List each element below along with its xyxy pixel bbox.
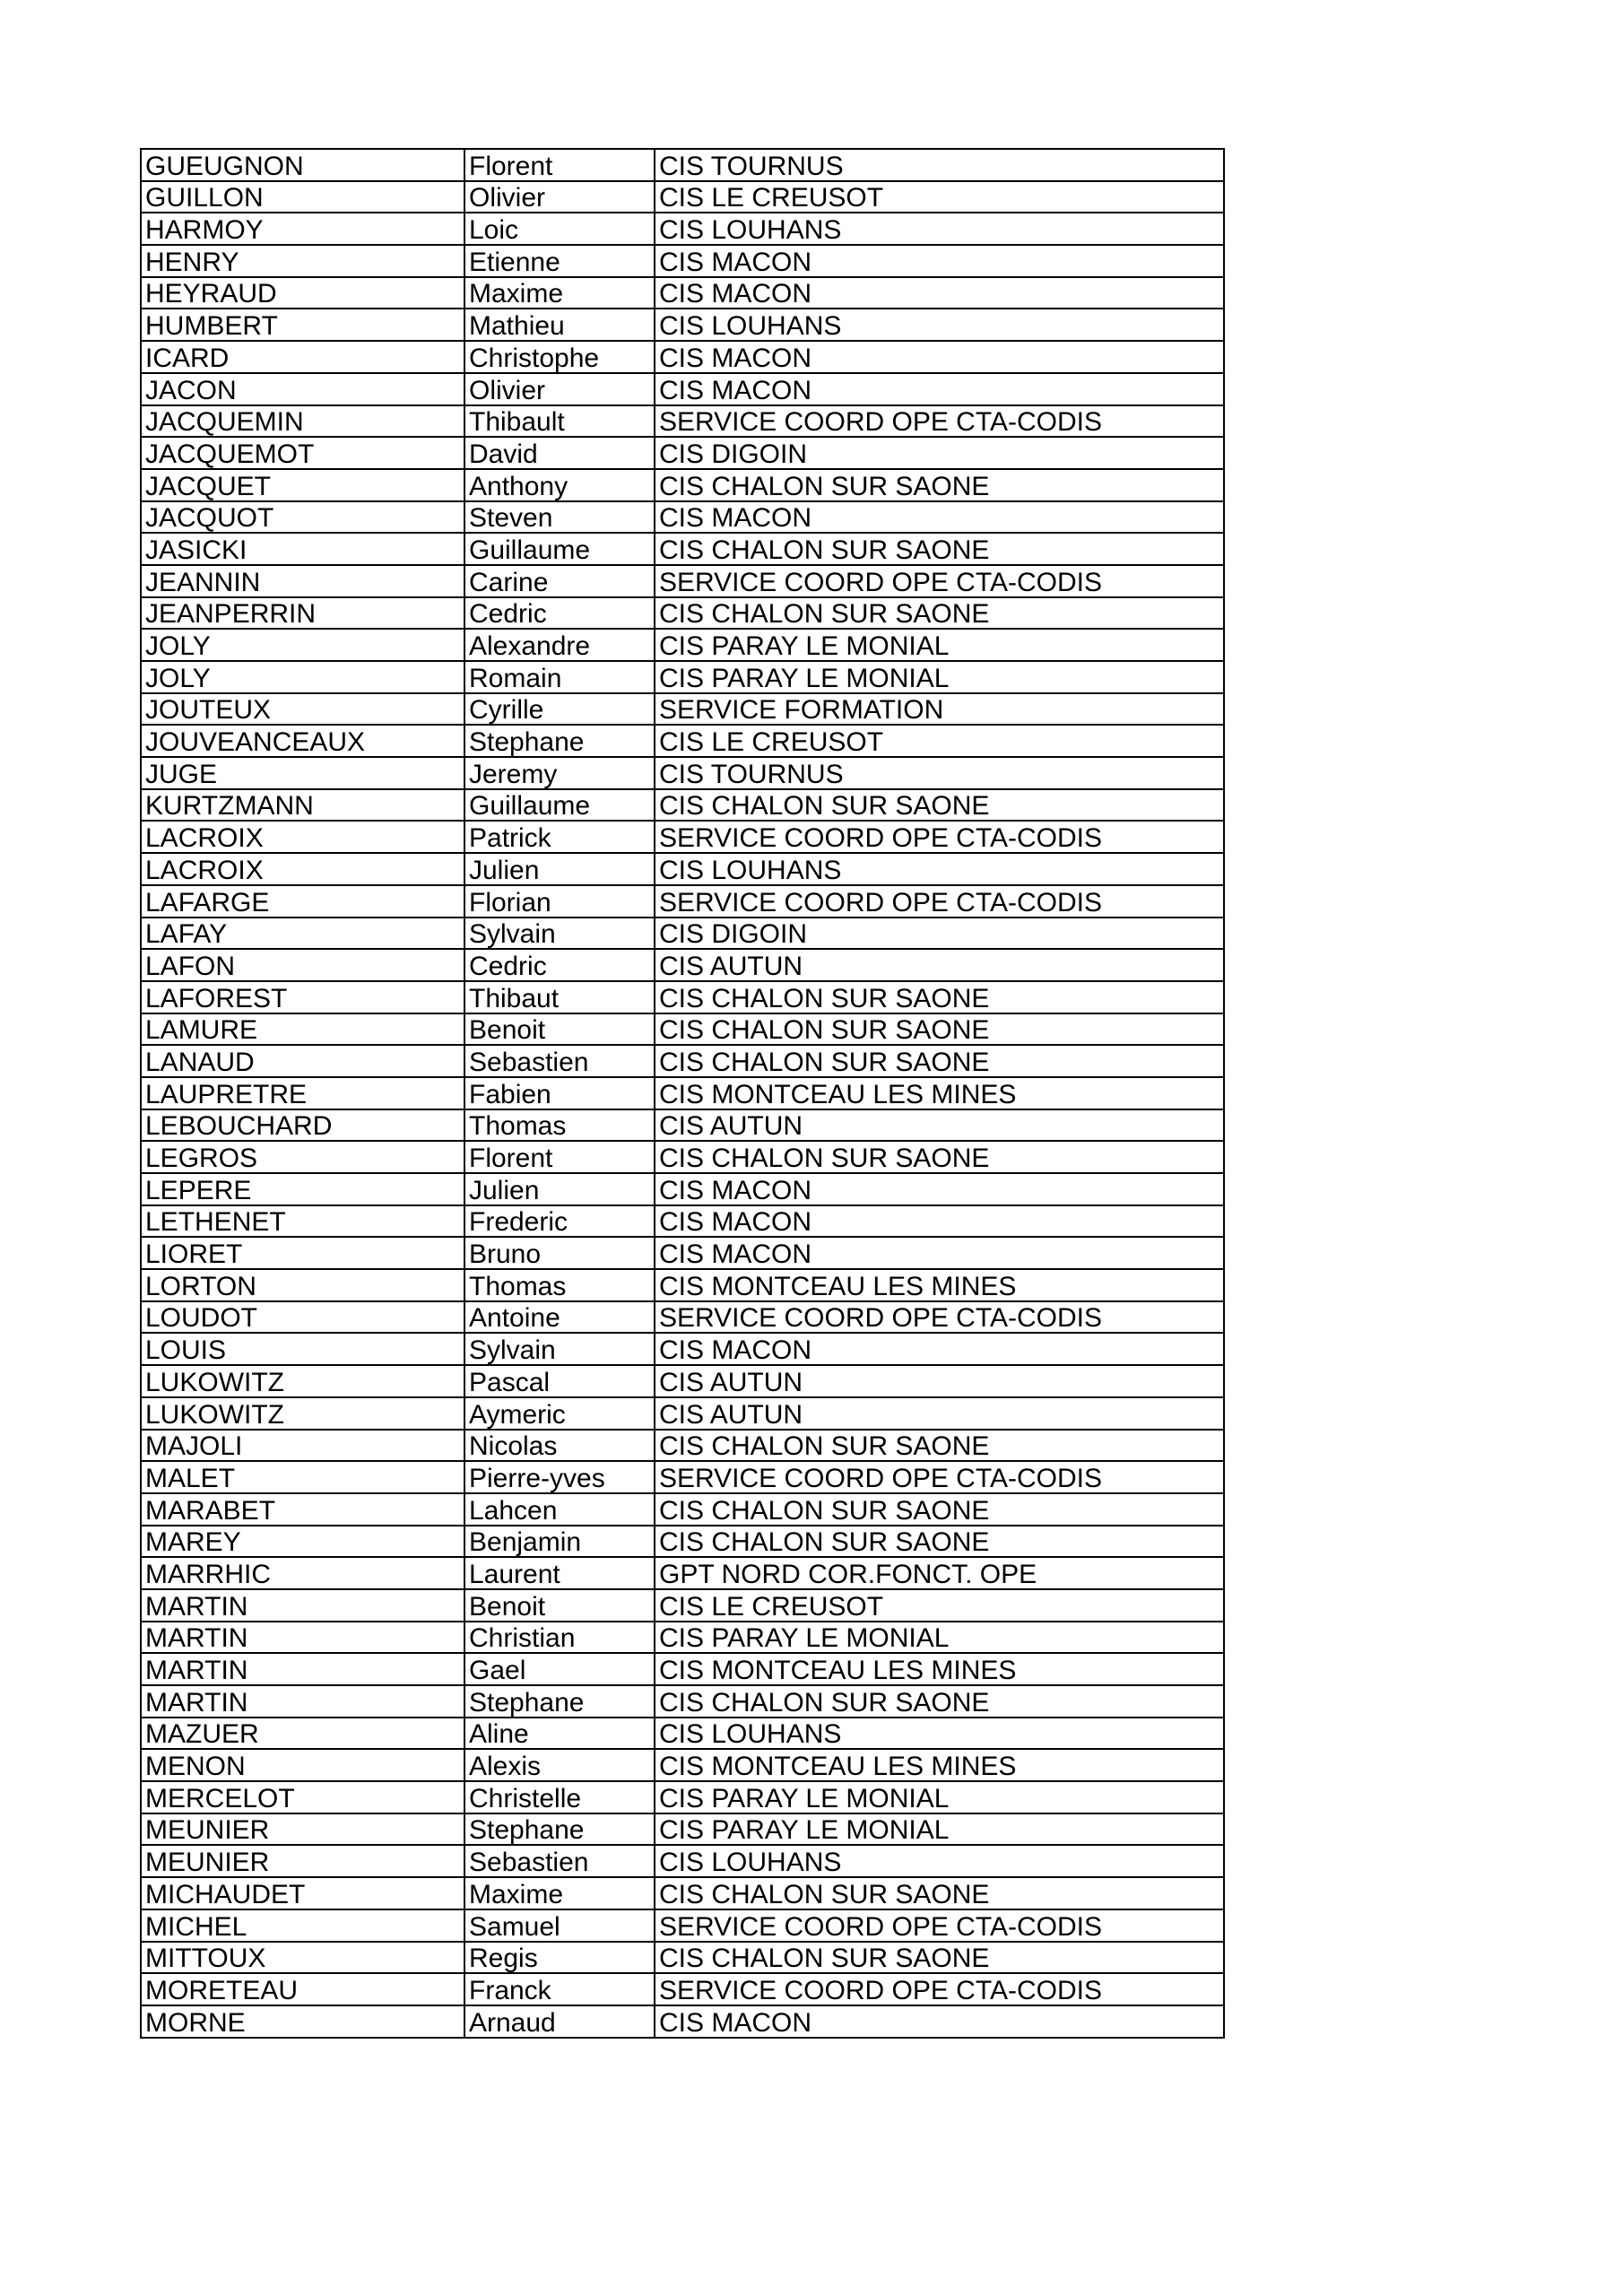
last-name-cell: LAMURE — [141, 1013, 464, 1046]
table-row — [141, 1909, 1224, 1942]
service-cell: CIS CHALON SUR SAONE — [655, 1526, 1224, 1558]
service-cell: CIS CHALON SUR SAONE — [655, 1430, 1224, 1462]
last-name-cell: LEPERE — [141, 1173, 464, 1205]
first-name-cell: Olivier — [464, 181, 655, 213]
last-name-cell: MORETEAU — [141, 1973, 464, 2005]
first-name-cell: Sylvain — [464, 1333, 655, 1365]
first-name-cell: Thibaut — [464, 981, 655, 1013]
first-name-cell: Frederic — [464, 1205, 655, 1238]
first-name-cell: Cedric — [464, 597, 655, 630]
service-cell: CIS MACON — [655, 373, 1224, 405]
service-cell: CIS TOURNUS — [655, 149, 1224, 181]
last-name-cell: HEYRAUD — [141, 277, 464, 309]
table-row — [141, 437, 1224, 469]
last-name-cell: ICARD — [141, 341, 464, 373]
table-row — [141, 1430, 1224, 1462]
table-row — [141, 1653, 1224, 1685]
service-cell: CIS LE CREUSOT — [655, 181, 1224, 213]
first-name-cell: Carine — [464, 565, 655, 597]
first-name-cell: Thomas — [464, 1109, 655, 1142]
table-row — [141, 1237, 1224, 1269]
service-cell: CIS LOUHANS — [655, 1718, 1224, 1750]
first-name-cell: Guillaume — [464, 789, 655, 822]
last-name-cell: GUEUGNON — [141, 149, 464, 181]
first-name-cell: Maxime — [464, 277, 655, 309]
service-cell: CIS CHALON SUR SAONE — [655, 789, 1224, 822]
first-name-cell: Julien — [464, 1173, 655, 1205]
table-row — [141, 373, 1224, 405]
first-name-cell: Etienne — [464, 245, 655, 277]
table-row — [141, 1942, 1224, 1974]
table-row — [141, 1269, 1224, 1301]
service-cell: CIS MACON — [655, 341, 1224, 373]
service-cell: SERVICE COORD OPE CTA-CODIS — [655, 1909, 1224, 1942]
last-name-cell: LOUDOT — [141, 1301, 464, 1334]
first-name-cell: Pascal — [464, 1365, 655, 1397]
service-cell: CIS AUTUN — [655, 949, 1224, 981]
service-cell: CIS MACON — [655, 277, 1224, 309]
table-row — [141, 1718, 1224, 1750]
roster-body — [141, 149, 1224, 2038]
service-cell: SERVICE COORD OPE CTA-CODIS — [655, 821, 1224, 853]
first-name-cell: Alexandre — [464, 629, 655, 661]
table-row — [141, 789, 1224, 822]
table-row — [141, 405, 1224, 438]
last-name-cell: JACQUEMOT — [141, 437, 464, 469]
last-name-cell: MICHEL — [141, 1909, 464, 1942]
last-name-cell: JACON — [141, 373, 464, 405]
last-name-cell: LIORET — [141, 1237, 464, 1269]
service-cell: CIS LE CREUSOT — [655, 1589, 1224, 1622]
table-row — [141, 693, 1224, 726]
first-name-cell: Mathieu — [464, 309, 655, 341]
first-name-cell: Stephane — [464, 725, 655, 757]
service-cell: CIS MACON — [655, 1237, 1224, 1269]
service-cell: CIS MACON — [655, 501, 1224, 534]
last-name-cell: LUKOWITZ — [141, 1365, 464, 1397]
last-name-cell: LEBOUCHARD — [141, 1109, 464, 1142]
first-name-cell: Arnaud — [464, 2005, 655, 2038]
service-cell: CIS LE CREUSOT — [655, 725, 1224, 757]
service-cell: CIS CHALON SUR SAONE — [655, 1493, 1224, 1526]
last-name-cell: JASICKI — [141, 533, 464, 565]
table-row — [141, 1749, 1224, 1781]
table-row — [141, 1397, 1224, 1430]
service-cell: CIS PARAY LE MONIAL — [655, 661, 1224, 693]
first-name-cell: David — [464, 437, 655, 469]
table-row — [141, 1557, 1224, 1589]
table-row — [141, 1013, 1224, 1046]
first-name-cell: Aymeric — [464, 1397, 655, 1430]
first-name-cell: Pierre-yves — [464, 1461, 655, 1493]
table-row — [141, 1109, 1224, 1142]
first-name-cell: Lahcen — [464, 1493, 655, 1526]
service-cell: CIS CHALON SUR SAONE — [655, 981, 1224, 1013]
table-row — [141, 1205, 1224, 1238]
last-name-cell: LOUIS — [141, 1333, 464, 1365]
first-name-cell: Sebastien — [464, 1045, 655, 1077]
last-name-cell: MAJOLI — [141, 1430, 464, 1462]
last-name-cell: MARABET — [141, 1493, 464, 1526]
last-name-cell: JACQUEMIN — [141, 405, 464, 438]
roster-table — [140, 148, 1225, 2039]
table-row — [141, 1685, 1224, 1718]
service-cell: GPT NORD COR.FONCT. OPE — [655, 1557, 1224, 1589]
last-name-cell: LANAUD — [141, 1045, 464, 1077]
first-name-cell: Benoit — [464, 1013, 655, 1046]
first-name-cell: Antoine — [464, 1301, 655, 1334]
first-name-cell: Stephane — [464, 1813, 655, 1846]
first-name-cell: Alexis — [464, 1749, 655, 1781]
first-name-cell: Romain — [464, 661, 655, 693]
first-name-cell: Anthony — [464, 469, 655, 501]
last-name-cell: LAUPRETRE — [141, 1077, 464, 1109]
last-name-cell: JOUTEUX — [141, 693, 464, 726]
service-cell: SERVICE FORMATION — [655, 693, 1224, 726]
first-name-cell: Gael — [464, 1653, 655, 1685]
table-row — [141, 661, 1224, 693]
last-name-cell: JUGE — [141, 757, 464, 789]
first-name-cell: Patrick — [464, 821, 655, 853]
service-cell: CIS MACON — [655, 1333, 1224, 1365]
service-cell: SERVICE COORD OPE CTA-CODIS — [655, 885, 1224, 918]
table-row — [141, 885, 1224, 918]
last-name-cell: MERCELOT — [141, 1781, 464, 1813]
first-name-cell: Thomas — [464, 1269, 655, 1301]
last-name-cell: MARTIN — [141, 1685, 464, 1718]
last-name-cell: MALET — [141, 1461, 464, 1493]
first-name-cell: Cedric — [464, 949, 655, 981]
service-cell: SERVICE COORD OPE CTA-CODIS — [655, 1461, 1224, 1493]
last-name-cell: LORTON — [141, 1269, 464, 1301]
first-name-cell: Cyrille — [464, 693, 655, 726]
service-cell: SERVICE COORD OPE CTA-CODIS — [655, 405, 1224, 438]
table-row — [141, 918, 1224, 950]
table-row — [141, 213, 1224, 245]
service-cell: CIS AUTUN — [655, 1365, 1224, 1397]
table-row — [141, 1461, 1224, 1493]
last-name-cell: LAFARGE — [141, 885, 464, 918]
table-row — [141, 245, 1224, 277]
first-name-cell: Steven — [464, 501, 655, 534]
table-row — [141, 501, 1224, 534]
last-name-cell: MICHAUDET — [141, 1877, 464, 1909]
first-name-cell: Franck — [464, 1973, 655, 2005]
service-cell: CIS MONTCEAU LES MINES — [655, 1269, 1224, 1301]
last-name-cell: LAFAY — [141, 918, 464, 950]
first-name-cell: Bruno — [464, 1237, 655, 1269]
table-row — [141, 1077, 1224, 1109]
table-row — [141, 1781, 1224, 1813]
service-cell: CIS MONTCEAU LES MINES — [655, 1749, 1224, 1781]
table-row — [141, 2005, 1224, 2038]
last-name-cell: HENRY — [141, 245, 464, 277]
service-cell: CIS CHALON SUR SAONE — [655, 597, 1224, 630]
first-name-cell: Aline — [464, 1718, 655, 1750]
last-name-cell: JOLY — [141, 661, 464, 693]
first-name-cell: Regis — [464, 1942, 655, 1974]
service-cell: CIS PARAY LE MONIAL — [655, 1781, 1224, 1813]
service-cell: CIS CHALON SUR SAONE — [655, 1045, 1224, 1077]
last-name-cell: LACROIX — [141, 821, 464, 853]
service-cell: CIS AUTUN — [655, 1397, 1224, 1430]
first-name-cell: Florian — [464, 885, 655, 918]
first-name-cell: Thibault — [464, 405, 655, 438]
last-name-cell: JACQUOT — [141, 501, 464, 534]
table-row — [141, 149, 1224, 181]
service-cell: CIS MONTCEAU LES MINES — [655, 1077, 1224, 1109]
table-row — [141, 277, 1224, 309]
service-cell: CIS LOUHANS — [655, 1845, 1224, 1877]
last-name-cell: MARTIN — [141, 1589, 464, 1622]
first-name-cell: Sylvain — [464, 918, 655, 950]
service-cell: SERVICE COORD OPE CTA-CODIS — [655, 1301, 1224, 1334]
table-row — [141, 981, 1224, 1013]
table-row — [141, 533, 1224, 565]
first-name-cell: Fabien — [464, 1077, 655, 1109]
table-row — [141, 1045, 1224, 1077]
first-name-cell: Florent — [464, 149, 655, 181]
last-name-cell: MARTIN — [141, 1653, 464, 1685]
service-cell: CIS PARAY LE MONIAL — [655, 1813, 1224, 1846]
table-row — [141, 1589, 1224, 1622]
last-name-cell: LETHENET — [141, 1205, 464, 1238]
first-name-cell: Stephane — [464, 1685, 655, 1718]
first-name-cell: Maxime — [464, 1877, 655, 1909]
table-row — [141, 1493, 1224, 1526]
table-row — [141, 341, 1224, 373]
table-row — [141, 1622, 1224, 1654]
first-name-cell: Benjamin — [464, 1526, 655, 1558]
first-name-cell: Laurent — [464, 1557, 655, 1589]
service-cell: CIS DIGOIN — [655, 437, 1224, 469]
last-name-cell: MARTIN — [141, 1622, 464, 1654]
last-name-cell: MEUNIER — [141, 1813, 464, 1846]
last-name-cell: MORNE — [141, 2005, 464, 2038]
service-cell: CIS LOUHANS — [655, 309, 1224, 341]
service-cell: CIS CHALON SUR SAONE — [655, 533, 1224, 565]
service-cell: CIS LOUHANS — [655, 853, 1224, 885]
last-name-cell: LAFON — [141, 949, 464, 981]
table-row — [141, 1365, 1224, 1397]
first-name-cell: Jeremy — [464, 757, 655, 789]
last-name-cell: MITTOUX — [141, 1942, 464, 1974]
table-row — [141, 1301, 1224, 1334]
last-name-cell: LACROIX — [141, 853, 464, 885]
table-row — [141, 757, 1224, 789]
service-cell: CIS AUTUN — [655, 1109, 1224, 1142]
service-cell: SERVICE COORD OPE CTA-CODIS — [655, 565, 1224, 597]
last-name-cell: JEANPERRIN — [141, 597, 464, 630]
service-cell: CIS LOUHANS — [655, 213, 1224, 245]
table-row — [141, 1845, 1224, 1877]
table-row — [141, 565, 1224, 597]
first-name-cell: Benoit — [464, 1589, 655, 1622]
table-row — [141, 1813, 1224, 1846]
table-row — [141, 597, 1224, 630]
service-cell: CIS MACON — [655, 1205, 1224, 1238]
first-name-cell: Guillaume — [464, 533, 655, 565]
last-name-cell: JACQUET — [141, 469, 464, 501]
first-name-cell: Nicolas — [464, 1430, 655, 1462]
last-name-cell: JEANNIN — [141, 565, 464, 597]
first-name-cell: Samuel — [464, 1909, 655, 1942]
last-name-cell: MEUNIER — [141, 1845, 464, 1877]
first-name-cell: Sebastien — [464, 1845, 655, 1877]
last-name-cell: KURTZMANN — [141, 789, 464, 822]
service-cell: CIS TOURNUS — [655, 757, 1224, 789]
last-name-cell: LAFOREST — [141, 981, 464, 1013]
service-cell: CIS CHALON SUR SAONE — [655, 1942, 1224, 1974]
service-cell: CIS CHALON SUR SAONE — [655, 1013, 1224, 1046]
last-name-cell: MAREY — [141, 1526, 464, 1558]
table-row — [141, 309, 1224, 341]
table-row — [141, 629, 1224, 661]
last-name-cell: MAZUER — [141, 1718, 464, 1750]
service-cell: CIS MONTCEAU LES MINES — [655, 1653, 1224, 1685]
service-cell: CIS CHALON SUR SAONE — [655, 1877, 1224, 1909]
table-row — [141, 181, 1224, 213]
last-name-cell: GUILLON — [141, 181, 464, 213]
service-cell: CIS CHALON SUR SAONE — [655, 469, 1224, 501]
table-row — [141, 1141, 1224, 1173]
table-row — [141, 725, 1224, 757]
table-row — [141, 821, 1224, 853]
service-cell: CIS MACON — [655, 2005, 1224, 2038]
service-cell: CIS CHALON SUR SAONE — [655, 1685, 1224, 1718]
table-row — [141, 1973, 1224, 2005]
last-name-cell: JOUVEANCEAUX — [141, 725, 464, 757]
service-cell: CIS DIGOIN — [655, 918, 1224, 950]
last-name-cell: MARRHIC — [141, 1557, 464, 1589]
service-cell: CIS PARAY LE MONIAL — [655, 1622, 1224, 1654]
table-row — [141, 1877, 1224, 1909]
table-row — [141, 1526, 1224, 1558]
last-name-cell: HARMOY — [141, 213, 464, 245]
last-name-cell: HUMBERT — [141, 309, 464, 341]
last-name-cell: MENON — [141, 1749, 464, 1781]
table-row — [141, 949, 1224, 981]
first-name-cell: Julien — [464, 853, 655, 885]
table-row — [141, 1333, 1224, 1365]
first-name-cell: Florent — [464, 1141, 655, 1173]
last-name-cell: JOLY — [141, 629, 464, 661]
first-name-cell: Loic — [464, 213, 655, 245]
last-name-cell: LEGROS — [141, 1141, 464, 1173]
table-row — [141, 469, 1224, 501]
service-cell: CIS MACON — [655, 245, 1224, 277]
service-cell: CIS MACON — [655, 1173, 1224, 1205]
table-row — [141, 1173, 1224, 1205]
service-cell: CIS PARAY LE MONIAL — [655, 629, 1224, 661]
first-name-cell: Olivier — [464, 373, 655, 405]
table-row — [141, 853, 1224, 885]
service-cell: CIS CHALON SUR SAONE — [655, 1141, 1224, 1173]
service-cell: SERVICE COORD OPE CTA-CODIS — [655, 1973, 1224, 2005]
last-name-cell: LUKOWITZ — [141, 1397, 464, 1430]
first-name-cell: Christophe — [464, 341, 655, 373]
first-name-cell: Christian — [464, 1622, 655, 1654]
first-name-cell: Christelle — [464, 1781, 655, 1813]
